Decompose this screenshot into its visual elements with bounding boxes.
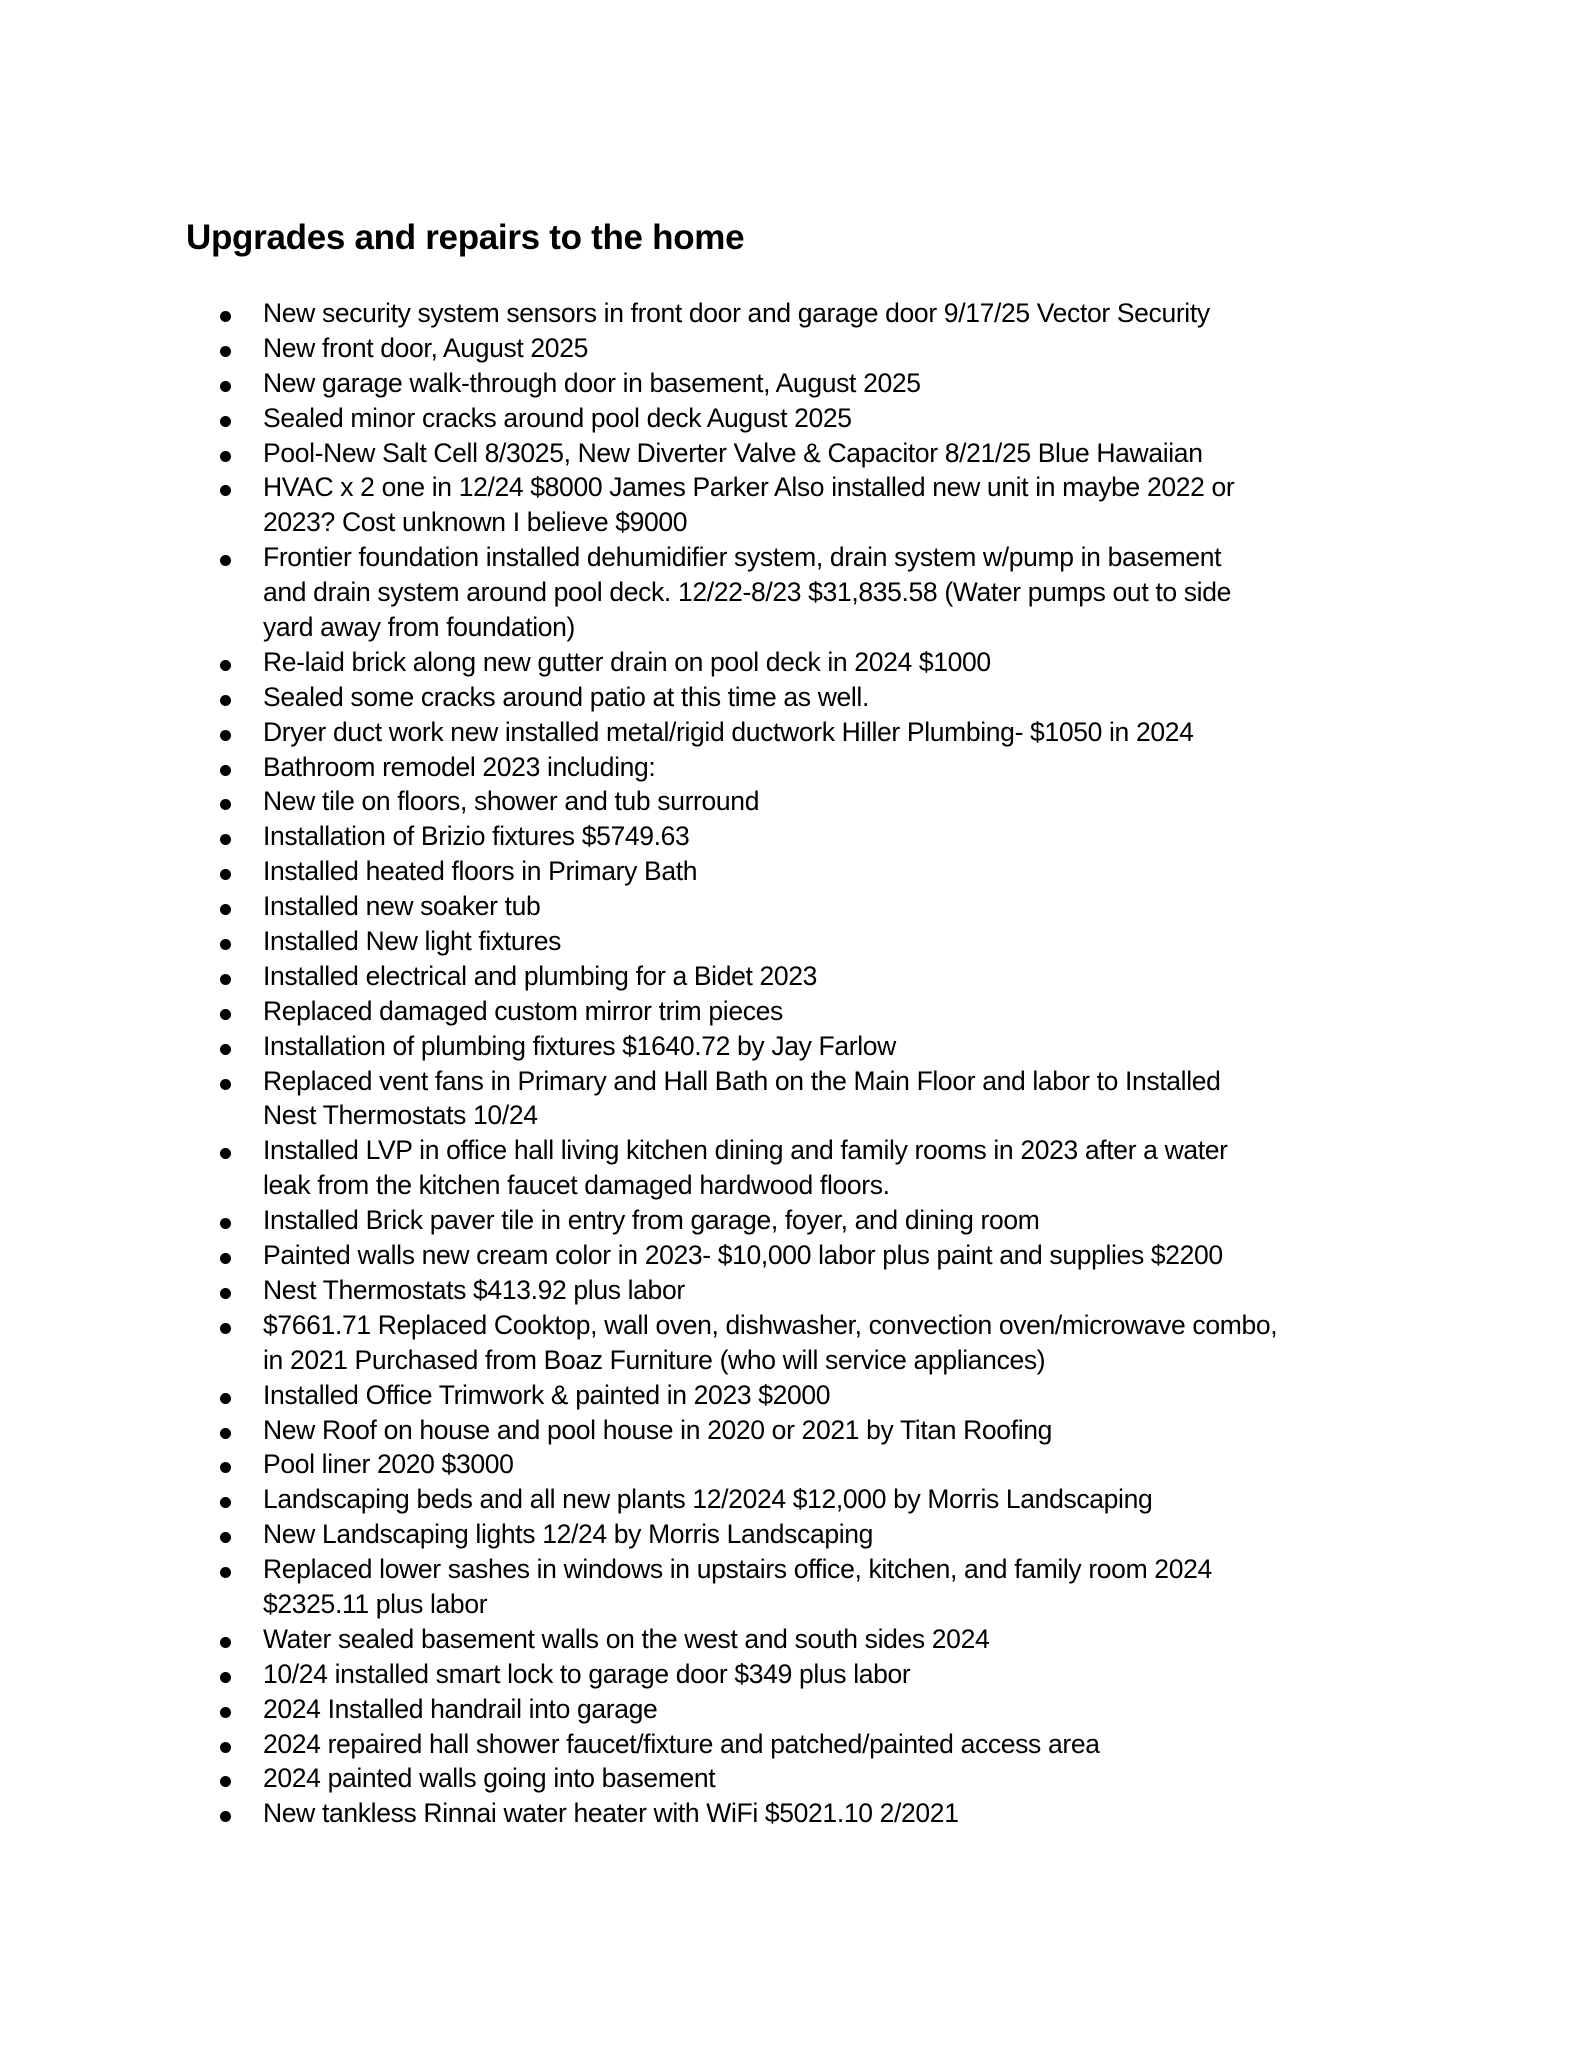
bullet-dot-icon bbox=[220, 1009, 231, 1020]
bullet-dot-icon bbox=[220, 416, 231, 427]
list-item bbox=[0, 924, 1277, 959]
bullet-dot-icon bbox=[220, 1497, 231, 1508]
list-item bbox=[0, 854, 1277, 889]
list-item-text-line: Replaced damaged custom mirror trim pieces bbox=[263, 995, 783, 1026]
list-item-text-line: 2024 repaired hall shower faucet/fixture and patched/painted access area bbox=[263, 1728, 1100, 1759]
bullet-dot-icon bbox=[220, 695, 231, 706]
bullet-dot-icon bbox=[220, 834, 231, 845]
list-item-text-line: New Roof on house and pool house in 2020 or 2021 by Titan Roofing bbox=[263, 1414, 1053, 1445]
list-item bbox=[0, 1133, 1277, 1203]
bullet-dot-icon bbox=[220, 1811, 231, 1822]
list-item-text-line: 10/24 installed smart lock to garage door $349 plus labor bbox=[263, 1658, 911, 1689]
list-item bbox=[0, 959, 1277, 994]
list-item bbox=[0, 366, 1277, 401]
list-item-text-line: New garage walk-through door in basement, August 2025 bbox=[263, 367, 921, 398]
list-item-text-line: leak from the kitchen faucet damaged hardwood floors. bbox=[263, 1170, 890, 1201]
bullet-dot-icon bbox=[220, 1462, 231, 1473]
list-item bbox=[0, 750, 1277, 785]
bullet-dot-icon bbox=[220, 1637, 231, 1648]
list-item-text-line: Replaced vent fans in Primary and Hall Bath on the Main Floor and labor to Installed bbox=[263, 1065, 1221, 1096]
list-item-text-line: Frontier foundation installed dehumidifier system, drain system w/pump in basement bbox=[263, 542, 1222, 573]
list-item bbox=[0, 784, 1277, 819]
list-item bbox=[0, 889, 1277, 924]
bullet-dot-icon bbox=[220, 1532, 231, 1543]
bullet-dot-icon bbox=[220, 485, 231, 496]
bullet-dot-icon bbox=[220, 346, 231, 357]
list-item bbox=[0, 819, 1277, 854]
bullet-dot-icon bbox=[220, 904, 231, 915]
list-item bbox=[0, 1273, 1277, 1308]
list-item-text-line: Installed new soaker tub bbox=[263, 891, 541, 922]
bullet-dot-icon bbox=[220, 311, 231, 322]
list-item bbox=[0, 331, 1277, 366]
bullet-dot-icon bbox=[220, 1742, 231, 1753]
list-item-text-line: Painted walls new cream color in 2023- $10,000 labor plus paint and supplies $2200 bbox=[263, 1240, 1223, 1271]
bullet-dot-icon bbox=[220, 939, 231, 950]
list-item bbox=[0, 715, 1277, 750]
list-item-text-line: Installed New light fixtures bbox=[263, 926, 562, 957]
bullet-dot-icon bbox=[220, 1707, 231, 1718]
list-item bbox=[0, 436, 1277, 471]
list-item-text-line: New tankless Rinnai water heater with WiFi $5021.10 2/2021 bbox=[263, 1798, 959, 1829]
list-item-text-line: Re-laid brick along new gutter drain on pool deck in 2024 $1000 bbox=[263, 646, 991, 677]
list-item bbox=[0, 645, 1277, 680]
bullet-dot-icon bbox=[220, 799, 231, 810]
list-item bbox=[0, 1552, 1277, 1622]
list-item-text-line: Dryer duct work new installed metal/rigid ductwork Hiller Plumbing- $1050 in 2024 bbox=[263, 716, 1194, 747]
list-item-text-line: $7661.71 Replaced Cooktop, wall oven, dishwasher, convection oven/microwave combo, bbox=[263, 1309, 1278, 1340]
bullet-dot-icon bbox=[220, 869, 231, 880]
list-item-text-line: Sealed minor cracks around pool deck August 2025 bbox=[263, 402, 852, 433]
list-item bbox=[0, 994, 1277, 1029]
bullet-dot-icon bbox=[220, 1218, 231, 1229]
list-item-text-line: Installed electrical and plumbing for a Bidet 2023 bbox=[263, 960, 818, 991]
list-item bbox=[0, 540, 1277, 645]
bullet-dot-icon bbox=[220, 974, 231, 985]
list-item-text-line: yard away from foundation) bbox=[263, 612, 576, 643]
list-item bbox=[0, 1029, 1277, 1064]
list-item-text-line: Installed Brick paver tile in entry from garage, foyer, and dining room bbox=[263, 1205, 1040, 1236]
bullet-dot-icon bbox=[220, 1288, 231, 1299]
bullet-dot-icon bbox=[220, 1044, 231, 1055]
page-title: Upgrades and repairs to the home bbox=[186, 218, 745, 257]
list-item-text-line: Nest Thermostats $413.92 plus labor bbox=[263, 1274, 685, 1305]
list-item-text-line: Installation of Brizio fixtures $5749.63 bbox=[263, 821, 690, 852]
list-item bbox=[0, 1796, 1277, 1831]
bullet-dot-icon bbox=[220, 1776, 231, 1787]
list-item bbox=[0, 1203, 1277, 1238]
list-item-text-line: Sealed some cracks around patio at this time as well. bbox=[263, 681, 869, 712]
bullet-dot-icon bbox=[220, 1148, 231, 1159]
list-item-text-line: Installation of plumbing fixtures $1640.72 by Jay Farlow bbox=[263, 1030, 896, 1061]
list-item bbox=[0, 1238, 1277, 1273]
list-item bbox=[0, 296, 1277, 331]
list-item bbox=[0, 1761, 1277, 1796]
list-item-text-line: New front door, August 2025 bbox=[263, 332, 588, 363]
list-item-text-line: HVAC x 2 one in 12/24 $8000 James Parker Also installed new unit in maybe 2022 or bbox=[263, 472, 1235, 503]
list-item-text-line: New tile on floors, shower and tub surround bbox=[263, 786, 760, 817]
bullet-dot-icon bbox=[220, 1567, 231, 1578]
list-item-text-line: Installed Office Trimwork & painted in 2023 $2000 bbox=[263, 1379, 831, 1410]
list-item bbox=[0, 1447, 1277, 1482]
list-item-text-line: Water sealed basement walls on the west and south sides 2024 bbox=[263, 1623, 990, 1654]
list-item-text-line: 2023? Cost unknown I believe $9000 bbox=[263, 507, 688, 538]
list-item-text-line: New Landscaping lights 12/24 by Morris Landscaping bbox=[263, 1519, 874, 1550]
list-item bbox=[0, 470, 1277, 540]
list-item-text-line: Pool liner 2020 $3000 bbox=[263, 1449, 514, 1480]
list-item bbox=[0, 401, 1277, 436]
list-item bbox=[0, 1482, 1277, 1517]
bullet-dot-icon bbox=[220, 1323, 231, 1334]
list-item bbox=[0, 1517, 1277, 1552]
list-item-text-line: Nest Thermostats 10/24 bbox=[263, 1100, 538, 1131]
upgrades-list bbox=[0, 296, 1277, 1831]
list-item bbox=[0, 1622, 1277, 1657]
list-item-text-line: New security system sensors in front door and garage door 9/17/25 Vector Security bbox=[263, 298, 1210, 328]
bullet-dot-icon bbox=[220, 451, 231, 462]
list-item-text-line: $2325.11 plus labor bbox=[263, 1588, 488, 1619]
list-item-text-line: Landscaping beds and all new plants 12/2024 $12,000 by Morris Landscaping bbox=[263, 1484, 1153, 1515]
list-item bbox=[0, 1413, 1277, 1448]
bullet-dot-icon bbox=[220, 381, 231, 392]
list-item-text-line: in 2021 Purchased from Boaz Furniture (who will service appliances) bbox=[263, 1344, 1046, 1375]
bullet-dot-icon bbox=[220, 1672, 231, 1683]
bullet-dot-icon bbox=[220, 660, 231, 671]
bullet-dot-icon bbox=[220, 1393, 231, 1404]
list-item-text-line: Pool-New Salt Cell 8/3025, New Diverter Valve & Capacitor 8/21/25 Blue Hawaiian bbox=[263, 437, 1203, 468]
list-item-text-line: and drain system around pool deck. 12/22-8/23 $31,835.58 (Water pumps out to side bbox=[263, 577, 1231, 608]
list-item bbox=[0, 1727, 1277, 1762]
list-item bbox=[0, 1378, 1277, 1413]
bullet-dot-icon bbox=[220, 1428, 231, 1439]
bullet-dot-icon bbox=[220, 1253, 231, 1264]
list-item bbox=[0, 1657, 1277, 1692]
list-item-text-line: Installed heated floors in Primary Bath bbox=[263, 856, 698, 887]
list-item-text-line: Replaced lower sashes in windows in upstairs office, kitchen, and family room 2024 bbox=[263, 1554, 1212, 1585]
list-item bbox=[0, 1064, 1277, 1134]
bullet-dot-icon bbox=[220, 765, 231, 776]
bullet-dot-icon bbox=[220, 555, 231, 566]
bullet-dot-icon bbox=[220, 730, 231, 741]
bullet-dot-icon bbox=[220, 1079, 231, 1090]
list-item-text-line: 2024 Installed handrail into garage bbox=[263, 1693, 658, 1724]
list-item bbox=[0, 1308, 1277, 1378]
list-item-text-line: Bathroom remodel 2023 including: bbox=[263, 751, 656, 782]
list-item bbox=[0, 680, 1277, 715]
list-item bbox=[0, 1692, 1277, 1727]
list-item-text-line: Installed LVP in office hall living kitchen dining and family rooms in 2023 after a water bbox=[263, 1135, 1228, 1166]
list-item-text-line: 2024 painted walls going into basement bbox=[263, 1763, 716, 1794]
